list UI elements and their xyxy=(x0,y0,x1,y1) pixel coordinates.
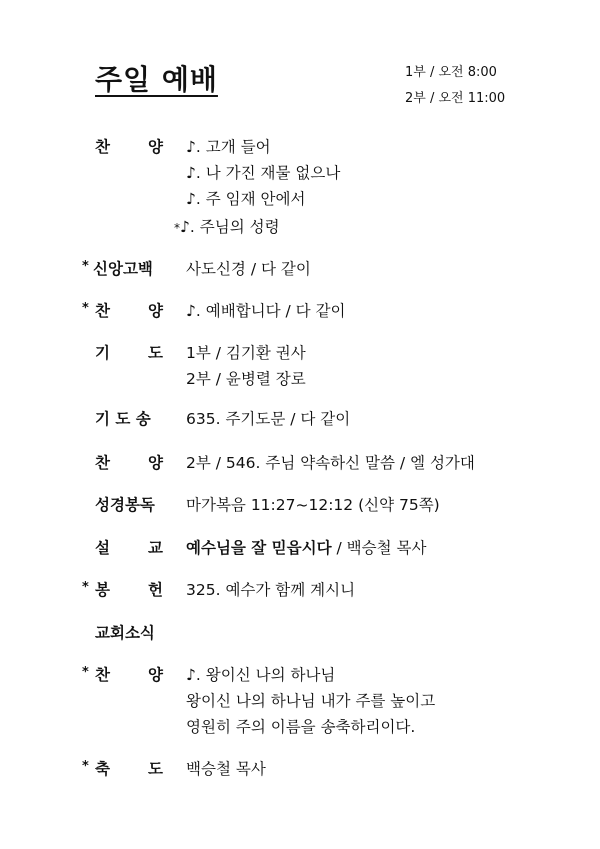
order-content: ♪. 예배합니다 / 다 같이 xyxy=(186,302,346,320)
sermon-content xyxy=(186,535,426,561)
label-char: 양 xyxy=(148,138,163,156)
label-char: 양 xyxy=(148,454,163,472)
label-char: 헌 xyxy=(148,581,163,599)
service-time-1: 1부 / 오전 8:00 xyxy=(405,65,497,80)
label-char: 양 xyxy=(148,302,163,320)
order-content: 635. 주기도문 / 다 같이 xyxy=(186,410,351,428)
standing-mark: * xyxy=(82,259,89,274)
label-char: 찬 xyxy=(95,454,110,472)
label-char: 찬 xyxy=(95,138,110,156)
order-content: 325. 예수가 함께 계시니 xyxy=(186,581,356,599)
hymn-line: 영원히 주의 이름을 송축하리이다. xyxy=(186,718,416,736)
hymn-line: ♪. 왕이신 나의 하나님 xyxy=(186,666,336,684)
service-time-2: 2부 / 오전 11:00 xyxy=(405,91,506,106)
page-title: 주일 예배 xyxy=(95,63,218,96)
order-label: 기 도 송 xyxy=(95,410,151,428)
sermon-preacher: / 백승철 목사 xyxy=(331,539,427,557)
hymn-list xyxy=(186,662,435,740)
order-content: 사도신경 / 다 같이 xyxy=(186,260,311,278)
standing-mark: * xyxy=(82,301,89,316)
hymn-list xyxy=(174,134,341,240)
order-label: 교회소식 xyxy=(95,624,155,642)
hymn-line: ♪. 주님의 성령 xyxy=(180,218,280,236)
standing-mark: * xyxy=(174,221,180,235)
prayer-line: 2부 / 윤병렬 장로 xyxy=(186,370,306,388)
sermon-title: 예수님을 잘 믿읍시다 xyxy=(186,539,332,557)
label-char: 교 xyxy=(148,539,163,557)
service-times xyxy=(405,60,505,112)
order-label: 신앙고백 xyxy=(93,260,153,278)
prayer-line: 1부 / 김기환 권사 xyxy=(186,344,306,362)
label-char: 찬 xyxy=(95,302,110,320)
label-char: 도 xyxy=(148,344,163,362)
standing-mark: * xyxy=(82,665,89,680)
label-char: 양 xyxy=(148,666,163,684)
order-label: 성경봉독 xyxy=(95,496,155,514)
hymn-line: ♪. 주 임재 안에서 xyxy=(186,190,306,208)
label-char: 기 xyxy=(95,344,110,362)
standing-mark: * xyxy=(82,759,89,774)
label-char: 축 xyxy=(95,760,110,778)
hymn-line: ♪. 나 가진 재물 없으나 xyxy=(186,164,341,182)
label-char: 설 xyxy=(95,539,110,557)
label-char: 봉 xyxy=(95,581,110,599)
hymn-line-starred xyxy=(174,214,340,240)
label-char: 도 xyxy=(148,760,163,778)
order-content: 백승철 목사 xyxy=(186,760,266,778)
hymn-line: ♪. 고개 들어 xyxy=(186,138,271,156)
order-content: 2부 / 546. 주님 약속하신 말씀 / 엘 성가대 xyxy=(186,454,475,472)
prayer-list xyxy=(186,340,306,392)
hymn-line: 왕이신 나의 하나님 내가 주를 높이고 xyxy=(186,692,436,710)
label-char: 찬 xyxy=(95,666,110,684)
standing-mark: * xyxy=(82,580,89,595)
order-content: 마가복음 11:27~12:12 (신약 75쪽) xyxy=(186,496,440,514)
